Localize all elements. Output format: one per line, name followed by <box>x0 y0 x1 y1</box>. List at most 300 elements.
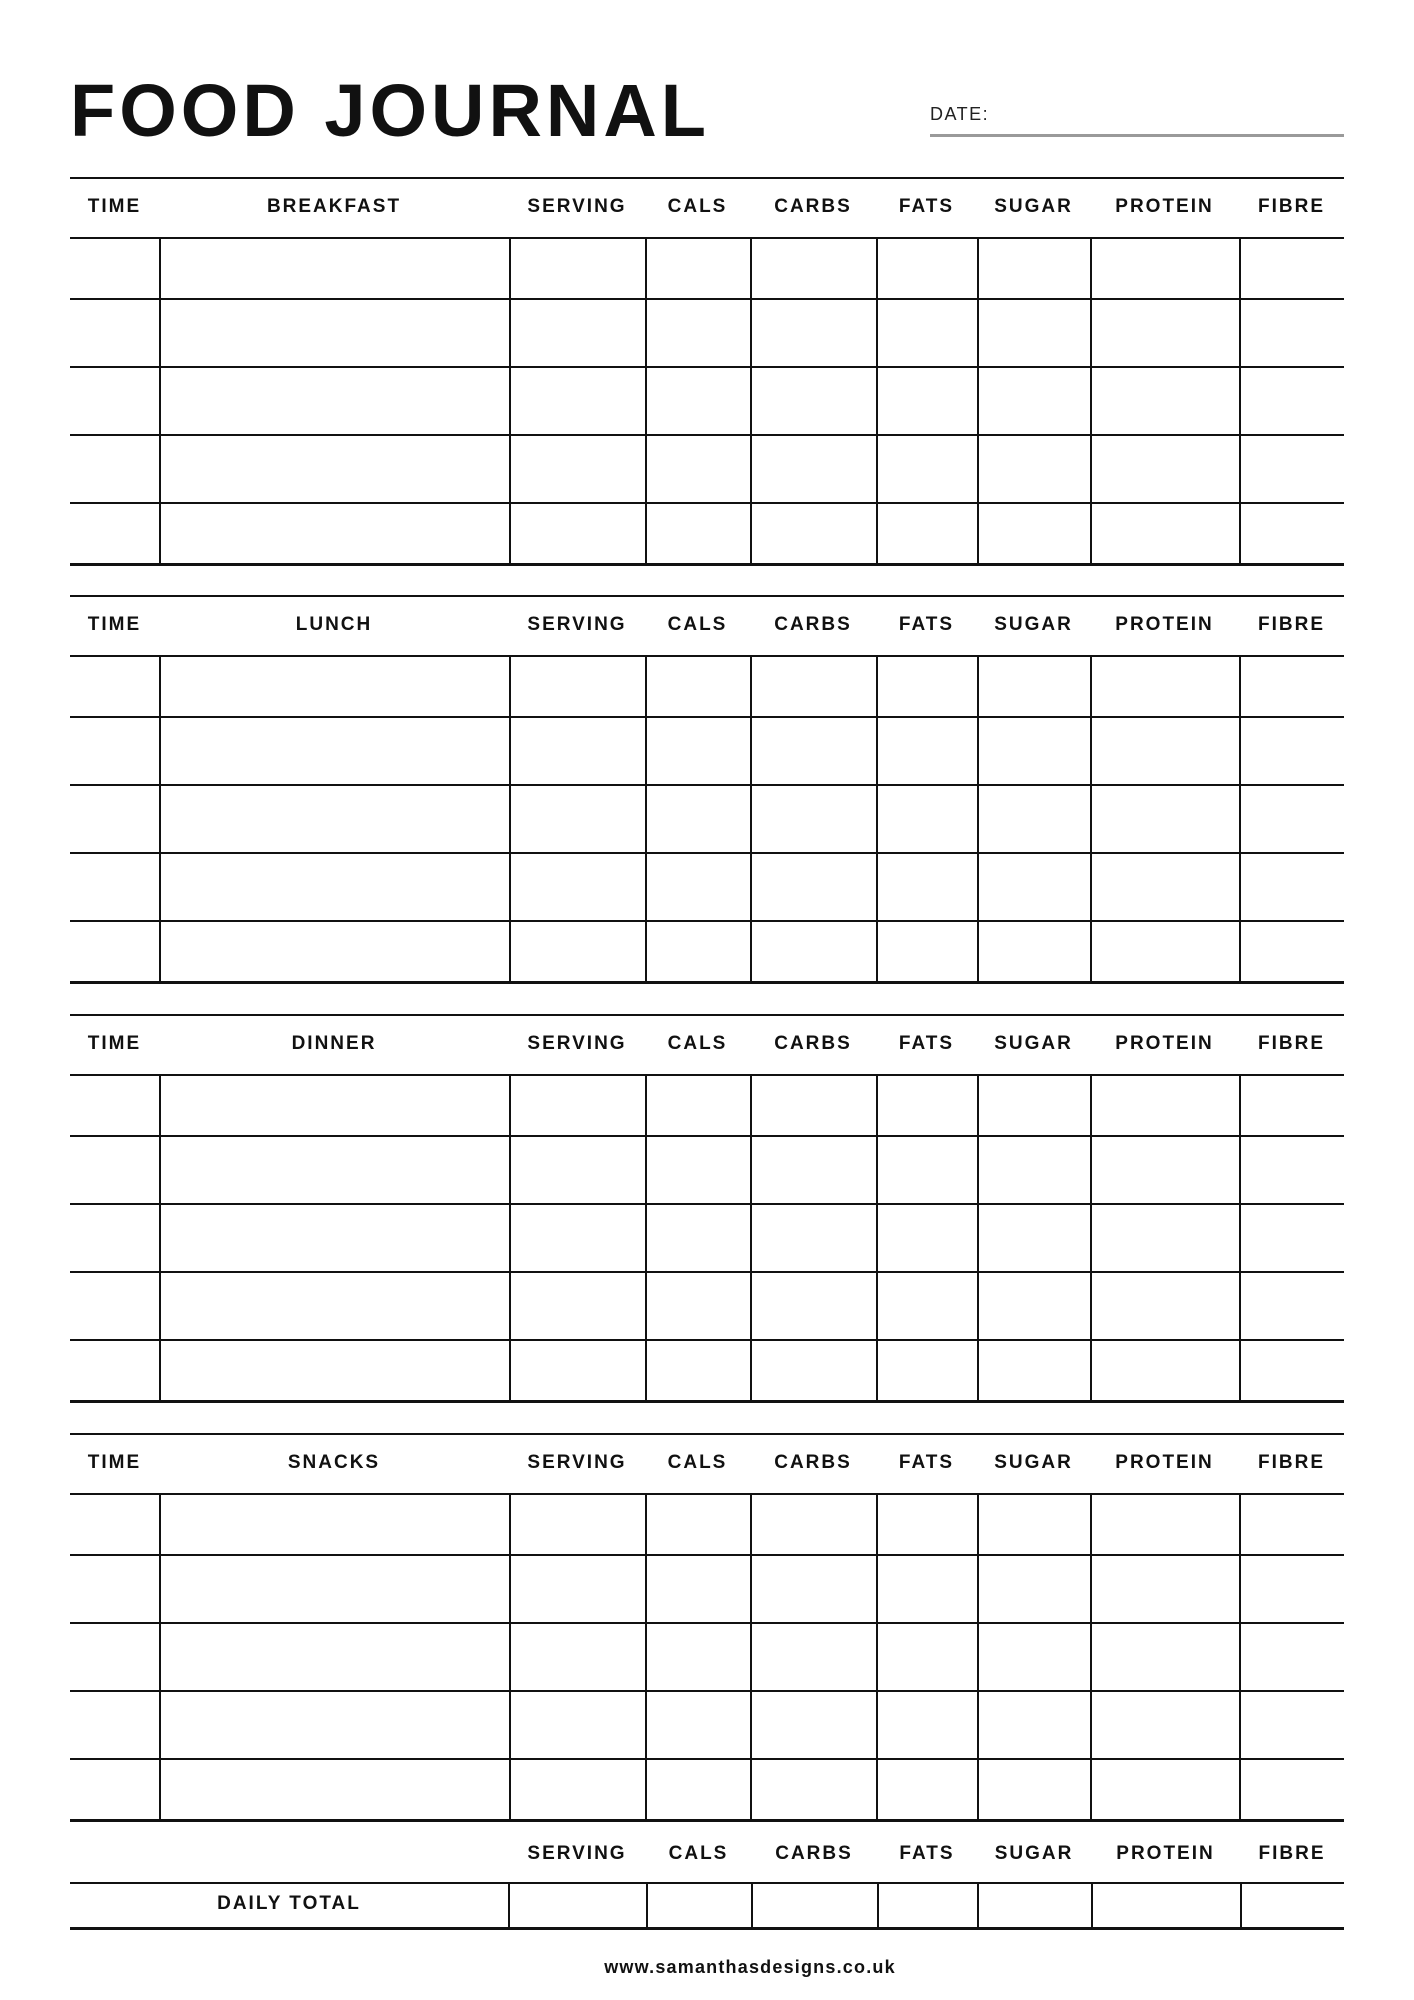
cell-serving[interactable] <box>511 1137 645 1203</box>
cell-sugar[interactable] <box>979 1495 1090 1554</box>
cell-time[interactable] <box>72 1076 159 1135</box>
sugar-input[interactable] <box>979 436 1090 502</box>
cell-sugar[interactable] <box>979 1076 1090 1135</box>
cell-fats[interactable] <box>878 436 977 502</box>
cell-serving[interactable] <box>511 1205 645 1271</box>
cell-fibre[interactable] <box>1241 1205 1344 1271</box>
sugar-input[interactable] <box>979 1273 1090 1339</box>
cell-carbs[interactable] <box>752 786 876 852</box>
sugar-input[interactable] <box>979 922 1090 981</box>
fibre-input[interactable] <box>1241 1760 1344 1819</box>
cell-cals[interactable] <box>647 1624 750 1690</box>
total-cell-fibre[interactable] <box>1242 1884 1344 1927</box>
protein-input[interactable] <box>1092 368 1239 434</box>
fibre-input[interactable] <box>1241 1273 1344 1339</box>
serving-input[interactable] <box>511 239 645 298</box>
cals-input[interactable] <box>647 300 750 366</box>
protein-input[interactable] <box>1092 436 1239 502</box>
sugar-input[interactable] <box>979 1624 1090 1690</box>
carbs-input[interactable] <box>752 300 876 366</box>
carbs-input[interactable] <box>752 1760 876 1819</box>
serving-input[interactable] <box>511 786 645 852</box>
cell-fibre[interactable] <box>1241 718 1344 784</box>
cell-serving[interactable] <box>511 368 645 434</box>
fats-input[interactable] <box>878 504 977 563</box>
fibre-input[interactable] <box>1241 1137 1344 1203</box>
fats-input[interactable] <box>878 1495 977 1554</box>
cell-food[interactable] <box>161 922 509 981</box>
fats-input[interactable] <box>878 1556 977 1622</box>
food-input[interactable] <box>161 1137 509 1203</box>
protein-input[interactable] <box>1092 657 1239 716</box>
cell-sugar[interactable] <box>979 922 1090 981</box>
food-input[interactable] <box>161 854 509 920</box>
cell-serving[interactable] <box>511 436 645 502</box>
time-input[interactable] <box>72 504 159 563</box>
carbs-input[interactable] <box>752 1076 876 1135</box>
cell-fats[interactable] <box>878 922 977 981</box>
cell-serving[interactable] <box>511 718 645 784</box>
cell-fats[interactable] <box>878 786 977 852</box>
cell-fibre[interactable] <box>1241 1341 1344 1400</box>
cell-cals[interactable] <box>647 922 750 981</box>
food-input[interactable] <box>161 1273 509 1339</box>
cell-cals[interactable] <box>647 1495 750 1554</box>
cals-input[interactable] <box>647 368 750 434</box>
time-input[interactable] <box>72 718 159 784</box>
cell-time[interactable] <box>72 300 159 366</box>
cals-input[interactable] <box>647 922 750 981</box>
time-input[interactable] <box>72 1692 159 1758</box>
protein-input[interactable] <box>1092 1495 1239 1554</box>
cell-fats[interactable] <box>878 239 977 298</box>
carbs-input[interactable] <box>752 657 876 716</box>
cell-protein[interactable] <box>1092 1760 1239 1819</box>
cell-fats[interactable] <box>878 1076 977 1135</box>
sugar-input[interactable] <box>979 1137 1090 1203</box>
cell-food[interactable] <box>161 1760 509 1819</box>
cell-sugar[interactable] <box>979 1205 1090 1271</box>
sugar-input[interactable] <box>979 239 1090 298</box>
sugar-input[interactable] <box>979 1076 1090 1135</box>
fats-input[interactable] <box>878 1341 977 1400</box>
fibre-input[interactable] <box>1241 1692 1344 1758</box>
cell-food[interactable] <box>161 1624 509 1690</box>
serving-input[interactable] <box>511 504 645 563</box>
cell-time[interactable] <box>72 1692 159 1758</box>
cell-protein[interactable] <box>1092 368 1239 434</box>
fibre-input[interactable] <box>1241 239 1344 298</box>
cell-protein[interactable] <box>1092 239 1239 298</box>
protein-input[interactable] <box>1092 1760 1239 1819</box>
cell-food[interactable] <box>161 1341 509 1400</box>
cals-input[interactable] <box>647 1624 750 1690</box>
cell-serving[interactable] <box>511 854 645 920</box>
cell-serving[interactable] <box>511 1341 645 1400</box>
protein-input[interactable] <box>1092 1556 1239 1622</box>
sugar-input[interactable] <box>979 854 1090 920</box>
cell-fats[interactable] <box>878 657 977 716</box>
cell-food[interactable] <box>161 657 509 716</box>
total-cell-serving[interactable] <box>510 1884 646 1927</box>
carbs-input[interactable] <box>752 1341 876 1400</box>
total-carbs-input[interactable] <box>753 1884 877 1927</box>
time-input[interactable] <box>72 368 159 434</box>
serving-input[interactable] <box>511 1624 645 1690</box>
fats-input[interactable] <box>878 1760 977 1819</box>
cell-fats[interactable] <box>878 1137 977 1203</box>
cell-fibre[interactable] <box>1241 1273 1344 1339</box>
cell-fats[interactable] <box>878 1273 977 1339</box>
serving-input[interactable] <box>511 1760 645 1819</box>
cals-input[interactable] <box>647 1205 750 1271</box>
cell-serving[interactable] <box>511 1624 645 1690</box>
cell-fibre[interactable] <box>1241 1624 1344 1690</box>
food-input[interactable] <box>161 436 509 502</box>
cell-cals[interactable] <box>647 1205 750 1271</box>
total-cell-sugar[interactable] <box>979 1884 1091 1927</box>
cals-input[interactable] <box>647 1273 750 1339</box>
food-input[interactable] <box>161 300 509 366</box>
protein-input[interactable] <box>1092 1624 1239 1690</box>
cell-food[interactable] <box>161 368 509 434</box>
cell-sugar[interactable] <box>979 786 1090 852</box>
cell-protein[interactable] <box>1092 854 1239 920</box>
cell-carbs[interactable] <box>752 239 876 298</box>
cell-cals[interactable] <box>647 368 750 434</box>
sugar-input[interactable] <box>979 1495 1090 1554</box>
protein-input[interactable] <box>1092 1692 1239 1758</box>
cell-time[interactable] <box>72 239 159 298</box>
carbs-input[interactable] <box>752 368 876 434</box>
carbs-input[interactable] <box>752 504 876 563</box>
cals-input[interactable] <box>647 1692 750 1758</box>
cell-sugar[interactable] <box>979 854 1090 920</box>
fibre-input[interactable] <box>1241 1076 1344 1135</box>
cell-protein[interactable] <box>1092 504 1239 563</box>
cell-carbs[interactable] <box>752 504 876 563</box>
cell-protein[interactable] <box>1092 300 1239 366</box>
cell-cals[interactable] <box>647 786 750 852</box>
carbs-input[interactable] <box>752 1556 876 1622</box>
carbs-input[interactable] <box>752 854 876 920</box>
cell-fats[interactable] <box>878 1205 977 1271</box>
cell-sugar[interactable] <box>979 436 1090 502</box>
cell-time[interactable] <box>72 922 159 981</box>
fats-input[interactable] <box>878 786 977 852</box>
food-input[interactable] <box>161 1556 509 1622</box>
cell-protein[interactable] <box>1092 1556 1239 1622</box>
cell-carbs[interactable] <box>752 854 876 920</box>
sugar-input[interactable] <box>979 368 1090 434</box>
cell-fats[interactable] <box>878 300 977 366</box>
serving-input[interactable] <box>511 1137 645 1203</box>
protein-input[interactable] <box>1092 300 1239 366</box>
cell-serving[interactable] <box>511 1692 645 1758</box>
cell-cals[interactable] <box>647 854 750 920</box>
cell-sugar[interactable] <box>979 368 1090 434</box>
time-input[interactable] <box>72 436 159 502</box>
cell-sugar[interactable] <box>979 300 1090 366</box>
cell-sugar[interactable] <box>979 1556 1090 1622</box>
time-input[interactable] <box>72 1076 159 1135</box>
cals-input[interactable] <box>647 436 750 502</box>
total-cell-carbs[interactable] <box>753 1884 877 1927</box>
cell-carbs[interactable] <box>752 300 876 366</box>
cell-carbs[interactable] <box>752 1273 876 1339</box>
cell-time[interactable] <box>72 1495 159 1554</box>
cell-cals[interactable] <box>647 239 750 298</box>
time-input[interactable] <box>72 922 159 981</box>
cell-food[interactable] <box>161 239 509 298</box>
cell-sugar[interactable] <box>979 657 1090 716</box>
serving-input[interactable] <box>511 1273 645 1339</box>
cell-serving[interactable] <box>511 239 645 298</box>
fats-input[interactable] <box>878 436 977 502</box>
food-input[interactable] <box>161 1076 509 1135</box>
cell-serving[interactable] <box>511 1556 645 1622</box>
fibre-input[interactable] <box>1241 504 1344 563</box>
cell-food[interactable] <box>161 786 509 852</box>
fibre-input[interactable] <box>1241 854 1344 920</box>
fibre-input[interactable] <box>1241 1556 1344 1622</box>
cell-fibre[interactable] <box>1241 504 1344 563</box>
cell-fibre[interactable] <box>1241 368 1344 434</box>
food-input[interactable] <box>161 504 509 563</box>
total-serving-input[interactable] <box>510 1884 646 1927</box>
carbs-input[interactable] <box>752 1273 876 1339</box>
cell-protein[interactable] <box>1092 1495 1239 1554</box>
total-cell-cals[interactable] <box>648 1884 751 1927</box>
cell-food[interactable] <box>161 1692 509 1758</box>
cell-protein[interactable] <box>1092 1076 1239 1135</box>
sugar-input[interactable] <box>979 1205 1090 1271</box>
cals-input[interactable] <box>647 1341 750 1400</box>
cell-carbs[interactable] <box>752 922 876 981</box>
cell-carbs[interactable] <box>752 1760 876 1819</box>
cell-fats[interactable] <box>878 1760 977 1819</box>
cell-cals[interactable] <box>647 1137 750 1203</box>
fats-input[interactable] <box>878 1624 977 1690</box>
cell-cals[interactable] <box>647 1692 750 1758</box>
cell-food[interactable] <box>161 504 509 563</box>
cell-fibre[interactable] <box>1241 1692 1344 1758</box>
cals-input[interactable] <box>647 786 750 852</box>
cell-time[interactable] <box>72 1341 159 1400</box>
cell-fibre[interactable] <box>1241 239 1344 298</box>
cell-serving[interactable] <box>511 1076 645 1135</box>
cell-cals[interactable] <box>647 1556 750 1622</box>
sugar-input[interactable] <box>979 504 1090 563</box>
sugar-input[interactable] <box>979 786 1090 852</box>
fats-input[interactable] <box>878 1273 977 1339</box>
food-input[interactable] <box>161 239 509 298</box>
food-input[interactable] <box>161 922 509 981</box>
cell-time[interactable] <box>72 1624 159 1690</box>
serving-input[interactable] <box>511 436 645 502</box>
food-input[interactable] <box>161 1692 509 1758</box>
fats-input[interactable] <box>878 718 977 784</box>
protein-input[interactable] <box>1092 1137 1239 1203</box>
cell-time[interactable] <box>72 504 159 563</box>
cell-fibre[interactable] <box>1241 1760 1344 1819</box>
cals-input[interactable] <box>647 239 750 298</box>
carbs-input[interactable] <box>752 718 876 784</box>
cell-protein[interactable] <box>1092 657 1239 716</box>
cals-input[interactable] <box>647 1076 750 1135</box>
time-input[interactable] <box>72 786 159 852</box>
serving-input[interactable] <box>511 1495 645 1554</box>
cell-cals[interactable] <box>647 436 750 502</box>
fats-input[interactable] <box>878 300 977 366</box>
cell-fats[interactable] <box>878 1556 977 1622</box>
cell-fibre[interactable] <box>1241 1076 1344 1135</box>
cell-fats[interactable] <box>878 1341 977 1400</box>
time-input[interactable] <box>72 1556 159 1622</box>
cell-time[interactable] <box>72 368 159 434</box>
fats-input[interactable] <box>878 1692 977 1758</box>
protein-input[interactable] <box>1092 922 1239 981</box>
cell-protein[interactable] <box>1092 1273 1239 1339</box>
carbs-input[interactable] <box>752 1137 876 1203</box>
total-fats-input[interactable] <box>879 1884 977 1927</box>
fibre-input[interactable] <box>1241 436 1344 502</box>
cell-fibre[interactable] <box>1241 436 1344 502</box>
protein-input[interactable] <box>1092 1205 1239 1271</box>
fats-input[interactable] <box>878 368 977 434</box>
cell-serving[interactable] <box>511 504 645 563</box>
protein-input[interactable] <box>1092 1076 1239 1135</box>
fibre-input[interactable] <box>1241 1624 1344 1690</box>
cals-input[interactable] <box>647 504 750 563</box>
serving-input[interactable] <box>511 718 645 784</box>
fats-input[interactable] <box>878 922 977 981</box>
cell-fats[interactable] <box>878 504 977 563</box>
sugar-input[interactable] <box>979 718 1090 784</box>
serving-input[interactable] <box>511 657 645 716</box>
cell-time[interactable] <box>72 1760 159 1819</box>
fibre-input[interactable] <box>1241 300 1344 366</box>
sugar-input[interactable] <box>979 1341 1090 1400</box>
cell-carbs[interactable] <box>752 1556 876 1622</box>
cell-cals[interactable] <box>647 1273 750 1339</box>
cell-carbs[interactable] <box>752 657 876 716</box>
cell-time[interactable] <box>72 1137 159 1203</box>
cell-protein[interactable] <box>1092 786 1239 852</box>
time-input[interactable] <box>72 854 159 920</box>
fibre-input[interactable] <box>1241 657 1344 716</box>
fibre-input[interactable] <box>1241 1495 1344 1554</box>
cell-protein[interactable] <box>1092 1205 1239 1271</box>
cell-cals[interactable] <box>647 1341 750 1400</box>
cell-fibre[interactable] <box>1241 300 1344 366</box>
protein-input[interactable] <box>1092 1273 1239 1339</box>
food-input[interactable] <box>161 718 509 784</box>
protein-input[interactable] <box>1092 786 1239 852</box>
carbs-input[interactable] <box>752 922 876 981</box>
cell-food[interactable] <box>161 718 509 784</box>
cell-sugar[interactable] <box>979 1273 1090 1339</box>
cell-time[interactable] <box>72 1273 159 1339</box>
cell-food[interactable] <box>161 436 509 502</box>
cell-serving[interactable] <box>511 922 645 981</box>
cell-fats[interactable] <box>878 854 977 920</box>
cell-carbs[interactable] <box>752 436 876 502</box>
cell-protein[interactable] <box>1092 1624 1239 1690</box>
serving-input[interactable] <box>511 1205 645 1271</box>
carbs-input[interactable] <box>752 1692 876 1758</box>
date-input[interactable] <box>992 100 1346 134</box>
cals-input[interactable] <box>647 718 750 784</box>
cell-cals[interactable] <box>647 504 750 563</box>
cell-fibre[interactable] <box>1241 786 1344 852</box>
cell-serving[interactable] <box>511 786 645 852</box>
fats-input[interactable] <box>878 1076 977 1135</box>
cell-cals[interactable] <box>647 300 750 366</box>
cell-fibre[interactable] <box>1241 1556 1344 1622</box>
cell-time[interactable] <box>72 1205 159 1271</box>
serving-input[interactable] <box>511 1076 645 1135</box>
cell-sugar[interactable] <box>979 239 1090 298</box>
cell-fibre[interactable] <box>1241 1495 1344 1554</box>
food-input[interactable] <box>161 786 509 852</box>
food-input[interactable] <box>161 1760 509 1819</box>
time-input[interactable] <box>72 1760 159 1819</box>
cell-carbs[interactable] <box>752 1692 876 1758</box>
fibre-input[interactable] <box>1241 1341 1344 1400</box>
carbs-input[interactable] <box>752 436 876 502</box>
cals-input[interactable] <box>647 1760 750 1819</box>
cell-carbs[interactable] <box>752 1341 876 1400</box>
fats-input[interactable] <box>878 239 977 298</box>
time-input[interactable] <box>72 1495 159 1554</box>
carbs-input[interactable] <box>752 1205 876 1271</box>
cell-sugar[interactable] <box>979 1692 1090 1758</box>
total-cell-fats[interactable] <box>879 1884 977 1927</box>
sugar-input[interactable] <box>979 300 1090 366</box>
cell-cals[interactable] <box>647 718 750 784</box>
cell-time[interactable] <box>72 786 159 852</box>
cell-cals[interactable] <box>647 1076 750 1135</box>
cell-serving[interactable] <box>511 1273 645 1339</box>
cell-fats[interactable] <box>878 1624 977 1690</box>
cell-protein[interactable] <box>1092 718 1239 784</box>
cals-input[interactable] <box>647 1556 750 1622</box>
carbs-input[interactable] <box>752 1495 876 1554</box>
protein-input[interactable] <box>1092 854 1239 920</box>
cell-sugar[interactable] <box>979 504 1090 563</box>
cell-fats[interactable] <box>878 718 977 784</box>
fibre-input[interactable] <box>1241 1205 1344 1271</box>
time-input[interactable] <box>72 1341 159 1400</box>
total-fibre-input[interactable] <box>1242 1884 1344 1927</box>
cell-food[interactable] <box>161 854 509 920</box>
cell-protein[interactable] <box>1092 436 1239 502</box>
time-input[interactable] <box>72 1624 159 1690</box>
cell-sugar[interactable] <box>979 718 1090 784</box>
cell-carbs[interactable] <box>752 1495 876 1554</box>
cell-sugar[interactable] <box>979 1624 1090 1690</box>
cell-protein[interactable] <box>1092 922 1239 981</box>
time-input[interactable] <box>72 1137 159 1203</box>
cell-time[interactable] <box>72 436 159 502</box>
cell-fibre[interactable] <box>1241 854 1344 920</box>
time-input[interactable] <box>72 300 159 366</box>
time-input[interactable] <box>72 657 159 716</box>
cell-carbs[interactable] <box>752 718 876 784</box>
cell-carbs[interactable] <box>752 1624 876 1690</box>
cell-cals[interactable] <box>647 1760 750 1819</box>
